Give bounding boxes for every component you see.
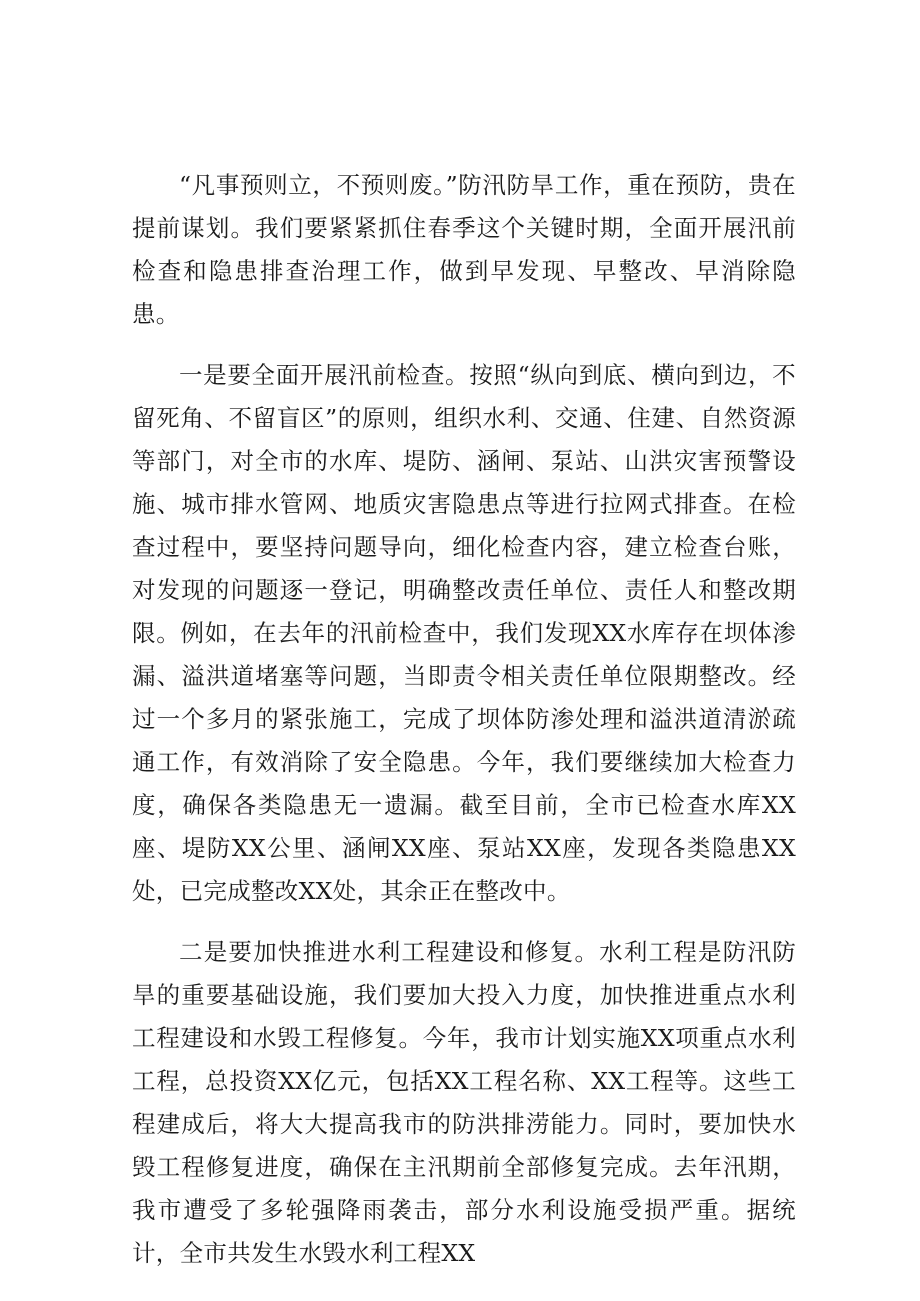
document-body xyxy=(132,164,796,1275)
paragraph-inspection: 一是要全面开展汛前检查。按照“纵向到底、横向到边，不留死角、不留盲区”的原则，组织水利、交通、住建、自然资源等部门，对全市的水库、堤防、涵闸、泵站、山洪灾害预警设施、城市排水管网、地质灾害隐患点等进行拉网式排查。在检查过程中，要坚持问题导向，细化检查内容，建立检查台账，对发现的问题逐一登记，明确整改责任单位、责任人和整改期限。例如，在去年的汛前检查中，我们发现XX水库存在坝体渗漏、溢洪道堵塞等问题，当即责令相关责任单位限期整改。经过一个多月的紧张施工，完成了坝体防渗处理和溢洪道清淤疏通工作，有效消除了安全隐患。今年，我们要继续加大检查力度，确保各类隐患无一遗漏。截至目前，全市已检查水库XX座、堤防XX公里、涵闸XX座、泵站XX座，发现各类隐患XX处，已完成整改XX处，其余正在整改中。 xyxy=(132,361,796,905)
paragraph-intro: “凡事预则立，不预则废。”防汛防旱工作，重在预防，贵在提前谋划。我们要紧紧抓住春季这个关键时期，全面开展汛前检查和隐患排查治理工作，做到早发现、早整改、早消除隐患。 xyxy=(132,171,796,328)
paragraph-construction: 二是要加快推进水利工程建设和修复。水利工程是防汛防旱的重要基础设施，我们要加大投入力度，加快推进重点水利工程建设和水毁工程修复。今年，我市计划实施XX项重点水利工程，总投资XX亿元，包括XX工程名称、XX工程等。这些工程建成后，将大大提高我市的防洪排涝能力。同时，要加快水毁工程修复进度，确保在主汛期前全部修复完成。去年汛期，我市遭受了多轮强降雨袭击，部分水利设施受损严重。据统计，全市共发生水毁水利工程XX xyxy=(132,938,796,1267)
